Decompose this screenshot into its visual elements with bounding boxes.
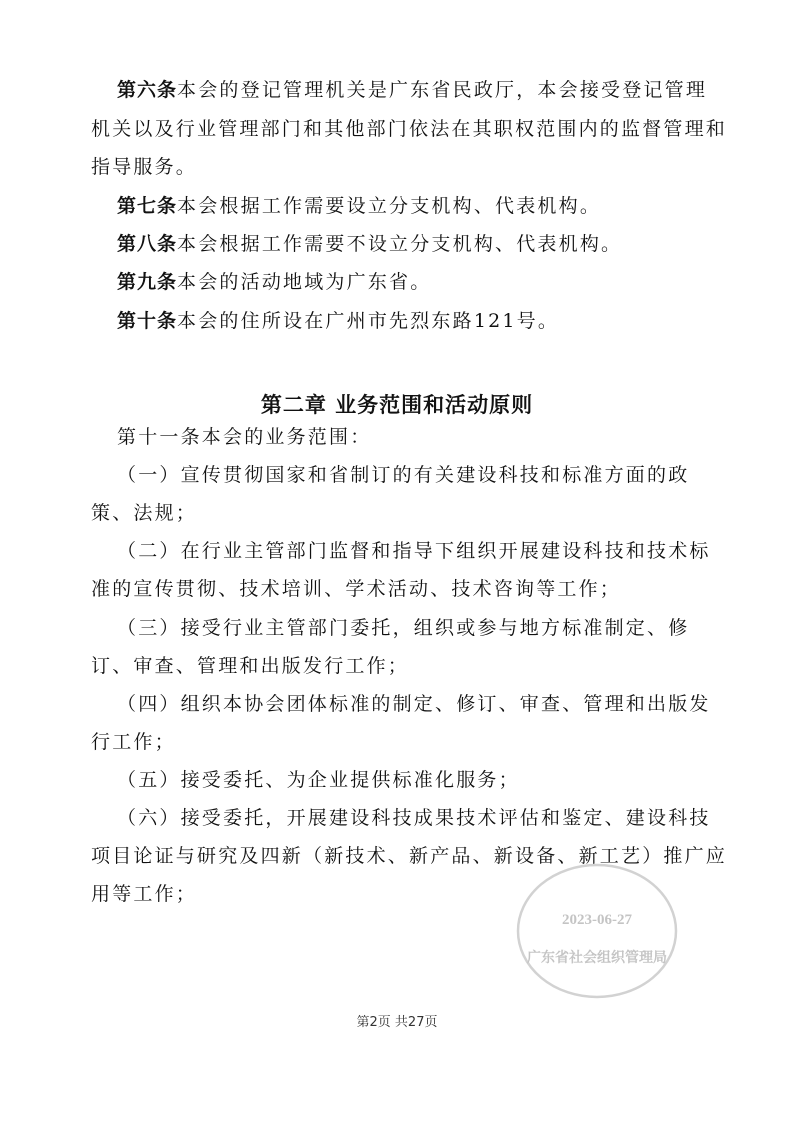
item-1-line-1: （一）宣传贯彻国家和省制订的有关建设科技和标准方面的政 <box>117 464 690 486</box>
article-6-label: 第六条 <box>117 79 178 101</box>
chapter-title: 第二章 业务范围和活动原则 <box>260 393 534 417</box>
article-11-heading: 第十一条本会的业务范围： <box>117 426 372 448</box>
item-1-line-2: 策、法规； <box>91 502 198 524</box>
page-footer: 第2页 共27页 <box>356 1015 438 1030</box>
article-6-line-1 <box>117 78 707 102</box>
article-10-label: 第十条 <box>117 310 178 332</box>
article-9 <box>117 270 431 294</box>
seal-org: 广东省社会组织管理局 <box>527 951 667 966</box>
official-seal-stamp <box>515 862 679 1000</box>
item-2-line-1: （二）在行业主管部门监督和指导下组织开展建设科技和技术标 <box>117 540 711 562</box>
article-8-label: 第八条 <box>117 233 178 255</box>
article-9-label: 第九条 <box>117 271 178 293</box>
item-6-line-3: 用等工作； <box>91 883 198 905</box>
article-9-text: 本会的活动地域为广东省。 <box>177 271 432 293</box>
item-2-line-2: 准的宣传贯彻、技术培训、学术活动、技术咨询等工作； <box>91 578 622 600</box>
seal-date: 2023-06-27 <box>562 912 632 928</box>
article-7 <box>117 194 601 218</box>
item-6-line-1: （六）接受委托，开展建设科技成果技术评估和鉴定、建设科技 <box>117 807 711 829</box>
article-10 <box>117 309 559 333</box>
article-6-line-2: 机关以及行业管理部门和其他部门依法在其职权范围内的监督管理和 <box>91 118 728 140</box>
item-6-line-2: 项目论证与研究及四新（新技术、新产品、新设备、新工艺）推广应 <box>91 845 728 867</box>
item-3-line-1: （三）接受行业主管部门委托，组织或参与地方标准制定、修 <box>117 617 690 639</box>
article-8 <box>117 232 622 256</box>
item-4-line-2: 行工作； <box>91 731 176 753</box>
seal-outer-ring <box>518 865 676 997</box>
item-5-line-1: （五）接受委托、为企业提供标准化服务； <box>117 769 520 791</box>
article-7-label: 第七条 <box>117 195 178 217</box>
article-7-text: 本会根据工作需要设立分支机构、代表机构。 <box>177 195 602 217</box>
item-3-line-2: 订、审查、管理和出版发行工作； <box>91 655 410 677</box>
article-8-text: 本会根据工作需要不设立分支机构、代表机构。 <box>177 233 623 255</box>
article-6-line-3: 指导服务。 <box>91 156 198 178</box>
article-6-text: 本会的登记管理机关是广东省民政厅，本会接受登记管理 <box>177 79 708 101</box>
article-10-text: 本会的住所设在广州市先烈东路121号。 <box>177 310 560 332</box>
item-4-line-1: （四）组织本协会团体标准的制定、修订、审查、管理和出版发 <box>117 693 711 715</box>
